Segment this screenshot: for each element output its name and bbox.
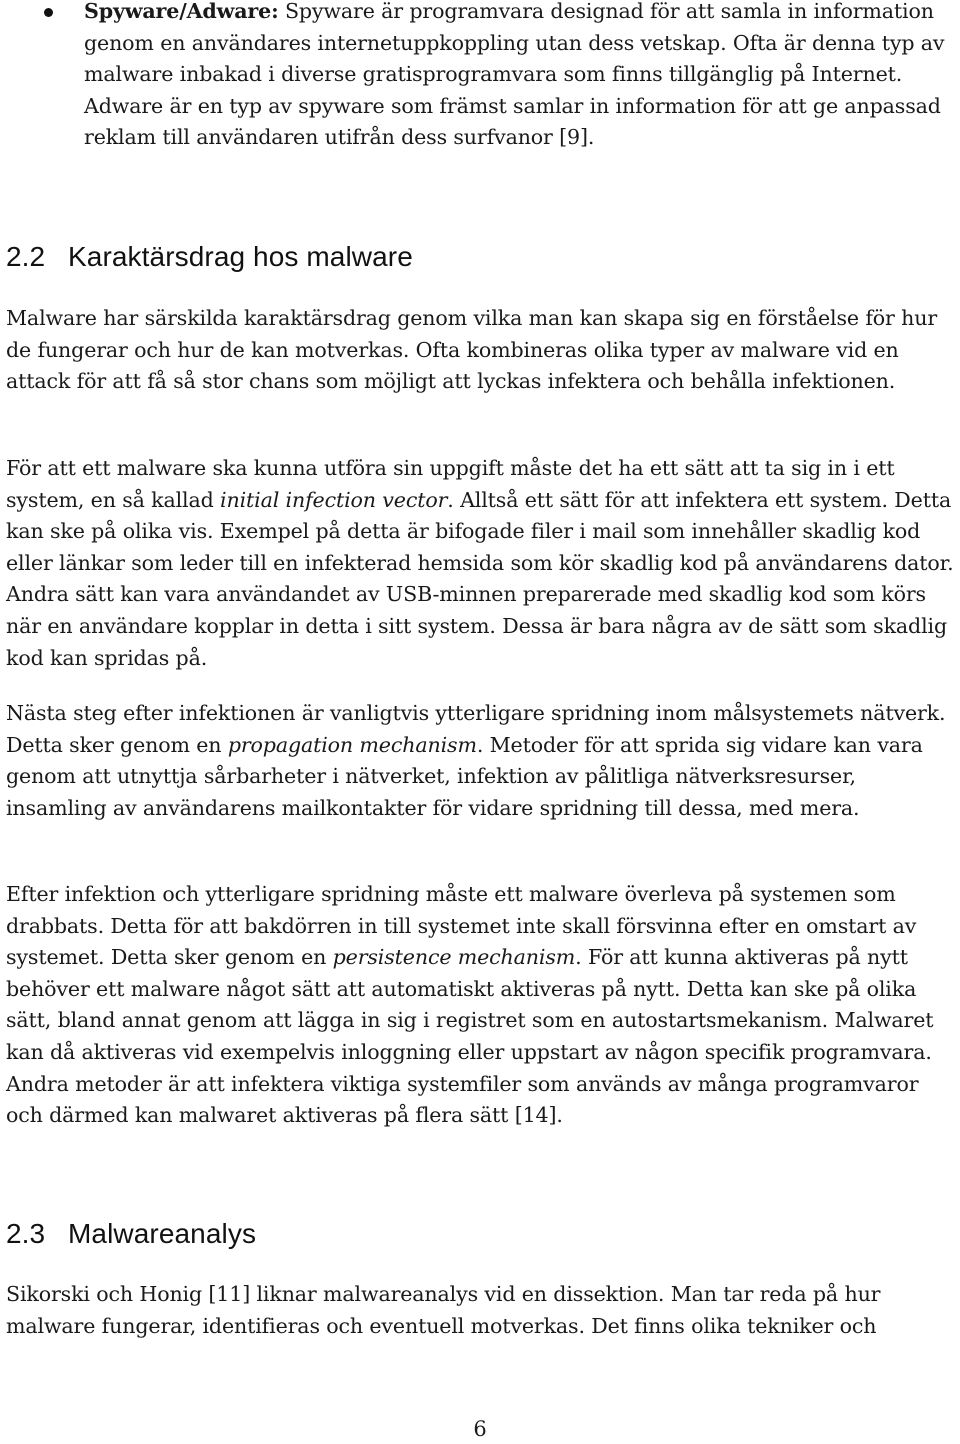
paragraph: [6, 1279, 960, 1342]
text-segment: . För att kunna aktiveras på nytt behöver ett malware något sätt att automatiskt aktiveras på nytt. Detta kan ske på olika sätt, bland annat genom att lägga in sig i registret som en autostartsmekanism. Malwaret kan då aktiveras vid exempelvis inloggning eller uppstart av någon specifik programvara. Andra metoder är att infektera viktiga systemfiler som används av många programvaror och därmed kan malwaret aktiveras på flera sätt [14].: [6, 945, 934, 1128]
paragraph: [6, 303, 960, 398]
text-segment: Sikorski och Honig [11] liknar malwareanalys vid en dissektion. Man tar reda på hur malware fungerar, identifieras och eventuell motverkas. Det finns olika tekniker och: [6, 1282, 881, 1338]
paragraph: [6, 453, 960, 674]
paragraph: [6, 698, 960, 824]
bullet-term: Spyware/Adware:: [84, 0, 279, 23]
italic-term: propagation mechanism: [227, 732, 477, 757]
section-title: Malwareanalys: [68, 1218, 257, 1249]
paragraph: [6, 879, 960, 1132]
section-number: 2.2: [6, 241, 46, 272]
section-number: 2.3: [6, 1218, 46, 1249]
text-segment: Nästa steg efter infektionen är vanligtvis ytterligare spridning inom målsystemets nätverk. Detta sker genom en: [6, 701, 946, 757]
bullet-description: Spyware är programvara designad för att samla in information genom en användares internetuppkoppling utan dess vetskap. Ofta är denna typ av malware inbakad i diverse gratisprogramvara som finns tillgänglig på Internet. Adware är en typ av spyware som främst samlar in information för att ge anpassad reklam till användaren utifrån dess surfvanor [9].: [84, 0, 945, 150]
italic-term: initial infection vector: [220, 487, 448, 512]
page-number: 6: [473, 1417, 487, 1441]
section-heading-2-2: [6, 241, 413, 273]
section-title: Karaktärsdrag hos malware: [68, 241, 413, 272]
bullet-text: [84, 0, 960, 154]
section-heading-2-3: [6, 1218, 256, 1250]
text-segment: För att ett malware ska kunna utföra sin uppgift måste det ha ett sätt att ta sig in i ett system, en så kallad: [6, 456, 895, 512]
text-segment: Efter infektion och ytterligare spridning måste ett malware överleva på systemen som drabbats. Detta för att bakdörren in till systemet inte skall försvinna efter en omstart av systemet. Detta sker genom en: [6, 882, 917, 970]
text-segment: . Alltså ett sätt för att infektera ett system. Detta kan ske på olika vis. Exempel på detta är bifogade filer i mail som innehåller skadlig kod eller länkar som leder till en infekterad hemsida som kör skadlig kod på användarens dator. Andra sätt kan vara användandet av USB-minnen preparerade med skadlig kod som körs när en användare kopplar in detta i sitt system. Dessa är bara några av de sätt som skadlig kod kan spridas på.: [6, 487, 954, 670]
text-segment: Malware har särskilda karaktärsdrag genom vilka man kan skapa sig en förståelse för hur de fungerar och hur de kan motverkas. Ofta kombineras olika typer av malware vid en attack för att få så stor chans som möjligt att lyckas infektera och behålla infektionen.: [6, 306, 938, 394]
bullet-icon: [44, 8, 53, 17]
text-segment: . Metoder för att sprida sig vidare kan vara genom att utnyttja sårbarheter i nätverket, infektion av pålitliga nätverksresurser, insamling av användarens mailkontakter för vidare spridning till dessa, med mera.: [6, 732, 923, 820]
italic-term: persistence mechanism: [332, 945, 576, 970]
